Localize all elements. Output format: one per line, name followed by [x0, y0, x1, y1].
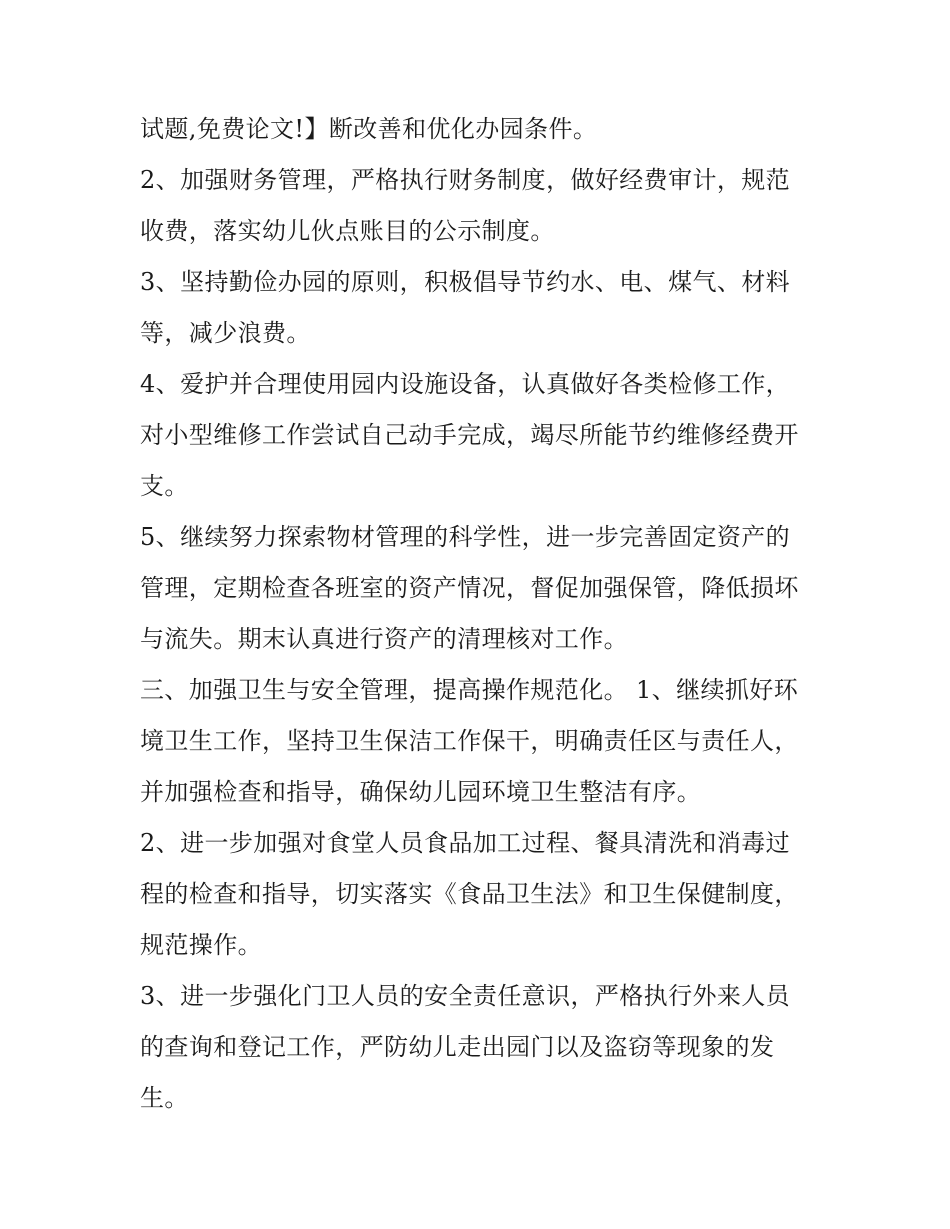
text-line: 三、加强卫生与安全管理，提高操作规范化。 1、继续抓好环 — [140, 676, 799, 704]
text-line: 与流失。期末认真进行资产的清理核对工作。 — [140, 625, 628, 653]
text-line: 生。 — [140, 1084, 189, 1112]
text-line: 管理，定期检查各班室的资产情况，督促加强保管，降低损坏 — [140, 574, 799, 602]
text-line: 等，减少浪费。 — [140, 319, 311, 347]
text-line: 试题,免费论文!】断改善和优化办园条件。 — [140, 115, 598, 143]
text-line: 4、爱护并合理使用园内设施设备，认真做好各类检修工作， — [140, 370, 791, 398]
text-line: 支。 — [140, 472, 189, 500]
text-line: 规范操作。 — [140, 931, 262, 959]
text-line: 收费，落实幼儿伙点账目的公示制度。 — [140, 217, 555, 245]
text-line: 程的检查和指导，切实落实《食品卫生法》和卫生保健制度， — [140, 880, 799, 908]
text-line: 5、继续努力探索物材管理的科学性，进一步完善固定资产的 — [140, 523, 791, 551]
text-line: 3、坚持勤俭办园的原则，积极倡导节约水、电、煤气、材料 — [140, 268, 791, 296]
text-line: 2、加强财务管理，严格执行财务制度，做好经费审计，规范 — [140, 166, 791, 194]
text-line: 3、进一步强化门卫人员的安全责任意识，严格执行外来人员 — [140, 982, 791, 1010]
document-body — [140, 104, 815, 1124]
text-line: 对小型维修工作尝试自己动手完成，竭尽所能节约维修经费开 — [140, 421, 799, 449]
text-line: 并加强检查和指导，确保幼儿园环境卫生整洁有序。 — [140, 778, 702, 806]
text-line: 的查询和登记工作，严防幼儿走出园门以及盗窃等现象的发 — [140, 1033, 775, 1061]
text-line: 境卫生工作，坚持卫生保洁工作保干，明确责任区与责任人， — [140, 727, 799, 755]
text-line: 2、进一步加强对食堂人员食品加工过程、餐具清洗和消毒过 — [140, 829, 791, 857]
